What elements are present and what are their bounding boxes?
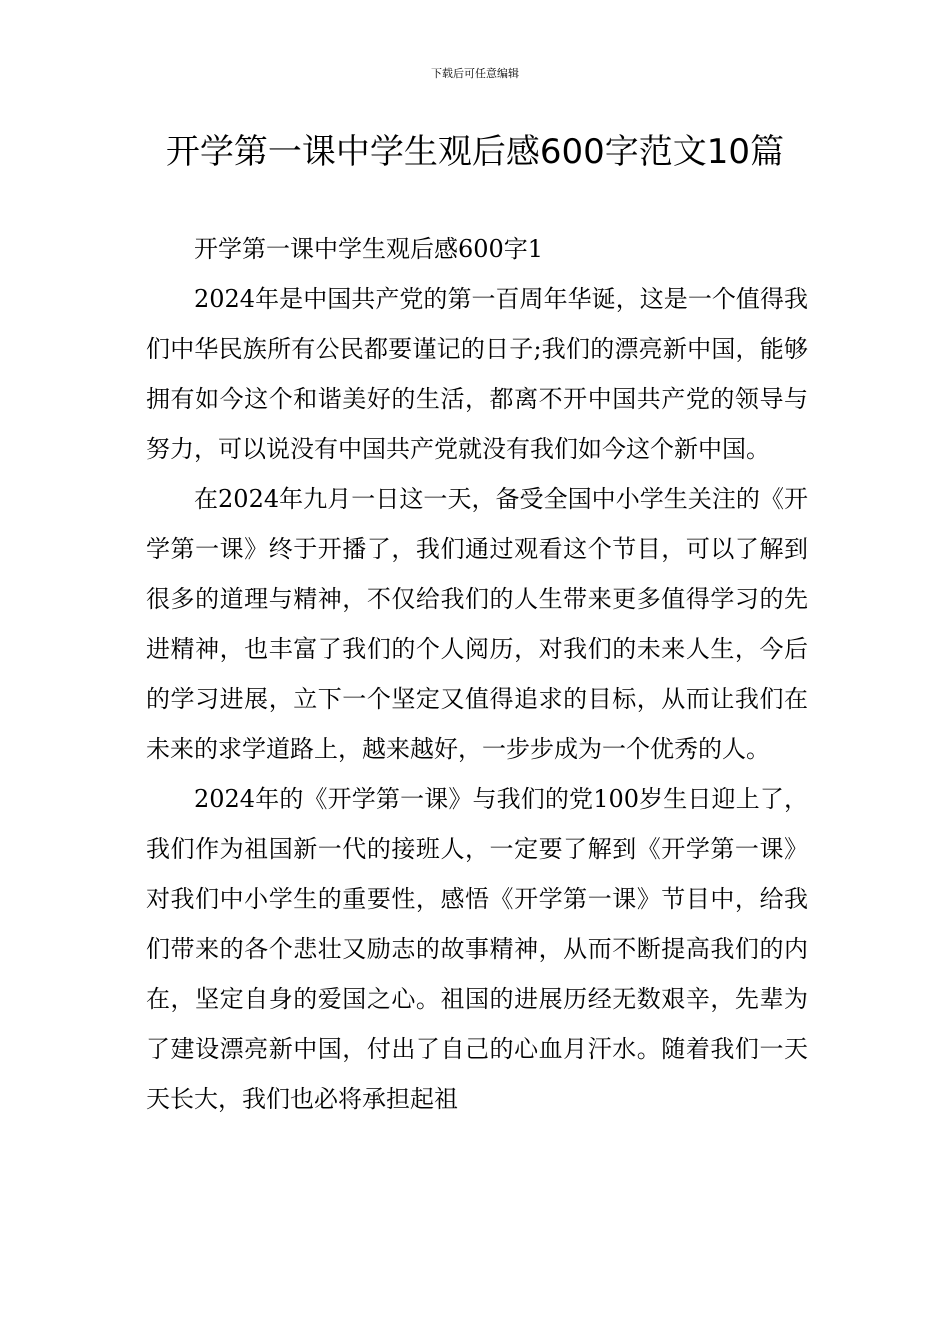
document-body xyxy=(146,224,808,1124)
section-heading: 开学第一课中学生观后感600字1 xyxy=(194,235,544,263)
document-title: 开学第一课中学生观后感600字范文10篇 xyxy=(165,132,785,172)
paragraph-2: 在2024年九月一日这一天，备受全国中小学生关注的《开学第一课》终于开播了，我们通过观看这个节目，可以了解到很多的道理与精神，不仅给我们的人生带来更多值得学习的先进精神，也丰富了我们的个人阅历，对我们的未来人生，今后的学习进展，立下一个坚定又值得追求的目标，从而让我们在未来的求学道路上，越来越好，一步步成为一个优秀的人。 xyxy=(146,485,808,763)
header-note: 下载后可任意编辑 xyxy=(431,67,519,80)
paragraph-1: 2024年是中国共产党的第一百周年华诞，这是一个值得我们中华民族所有公民都要谨记的日子;我们的漂亮新中国，能够拥有如今这个和谐美好的生活，都离不开中国共产党的领导与努力，可以说没有中国共产党就没有我们如今这个新中国。 xyxy=(146,285,808,463)
paragraph-3: 2024年的《开学第一课》与我们的党100岁生日迎上了，我们作为祖国新一代的接班人，一定要了解到《开学第一课》对我们中小学生的重要性，感悟《开学第一课》节目中，给我们带来的各个悲壮又励志的故事精神，从而不断提高我们的内在，坚定自身的爱国之心。祖国的进展历经无数艰辛，先辈为了建设漂亮新中国，付出了自己的心血月汗水。随着我们一天天长大，我们也必将承担起祖 xyxy=(146,785,808,1113)
